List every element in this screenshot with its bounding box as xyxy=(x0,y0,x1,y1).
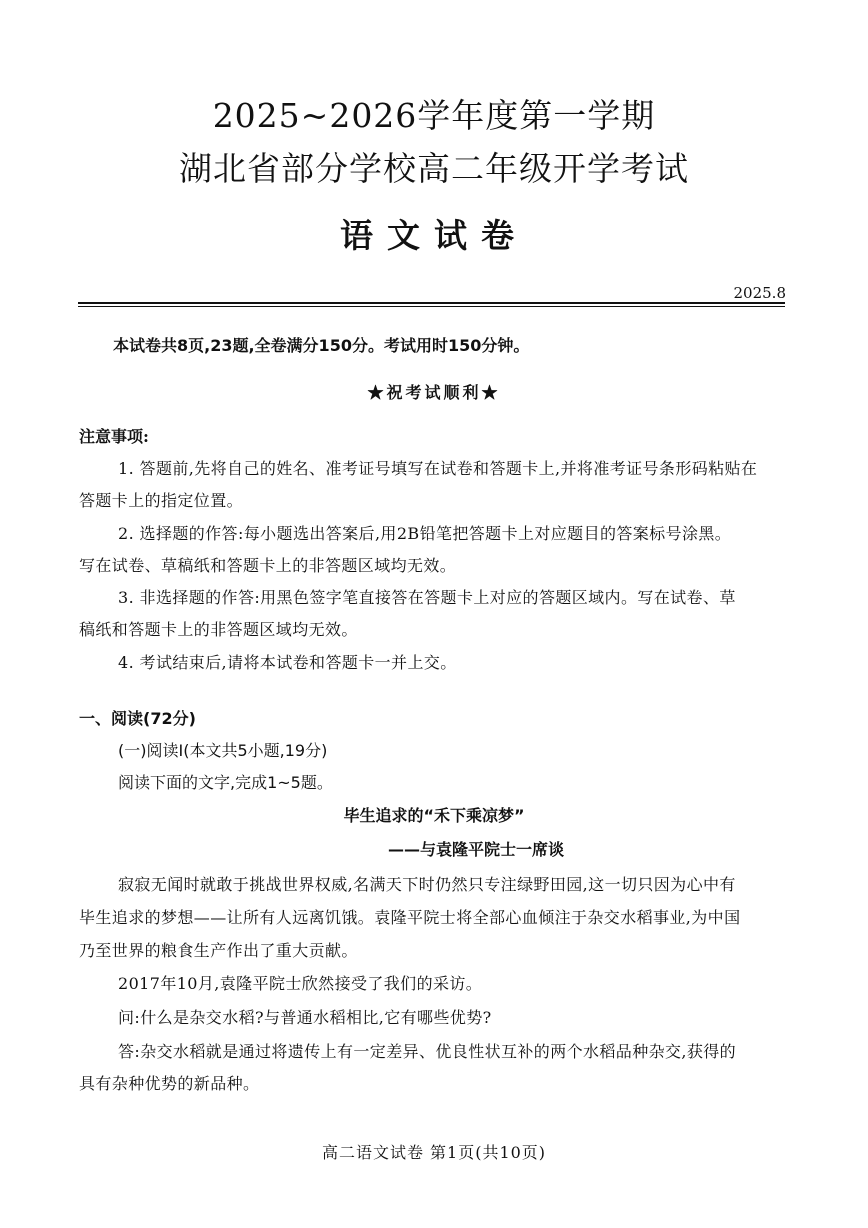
article-line: 具有杂种优势的新品种。 xyxy=(79,1074,260,1093)
exam-date: 2025.8 xyxy=(733,284,786,302)
good-luck-banner: ★祝考试顺利★ xyxy=(367,383,501,402)
page-footer: 高二语文试卷 第1页(共10页) xyxy=(321,1143,547,1162)
reading-instruction: 阅读下面的文字,完成1~5题。 xyxy=(118,773,333,792)
article-title: 毕生追求的“禾下乘凉梦” xyxy=(343,806,525,825)
article-line: 寂寂无闻时就敢于挑战世界权威,名满天下时仍然只专注绿野田园,这一切只因为心中有 xyxy=(118,875,736,894)
article-line: 乃至世界的粮食生产作出了重大贡献。 xyxy=(79,941,358,960)
article-line: 问:什么是杂交水稻?与普通水稻相比,它有哪些优势? xyxy=(118,1008,492,1027)
section-heading: 一、阅读(72分) xyxy=(79,709,196,728)
article-subtitle: ——与袁隆平院士一席谈 xyxy=(388,840,565,859)
article-line: 答:杂交水稻就是通过将遗传上有一定差异、优良性状互补的两个水稻品种杂交,获得的 xyxy=(118,1042,737,1061)
article-line: 2017年10月,袁隆平院士欣然接受了我们的采访。 xyxy=(118,974,483,993)
exam-title-school: 湖北省部分学校高二年级开学考试 xyxy=(179,149,689,188)
notice-line: 2. 选择题的作答:每小题选出答案后,用2B铅笔把答题卡上对应题目的答案标号涂黑。 xyxy=(118,524,732,543)
notice-line: 3. 非选择题的作答:用黑色签字笔直接答在答题卡上对应的答题区域内。写在试卷、草 xyxy=(118,588,736,607)
exam-title-term: 2025~2026学年度第一学期 xyxy=(212,96,656,135)
notice-line: 答题卡上的指定位置。 xyxy=(79,491,244,510)
section-sub-heading: (一)阅读Ⅰ(本文共5小题,19分) xyxy=(118,741,328,760)
exam-info: 本试卷共8页,23题,全卷满分150分。考试用时150分钟。 xyxy=(113,336,530,355)
notice-heading: 注意事项: xyxy=(79,427,149,446)
header-divider-thin xyxy=(78,306,785,307)
notice-line: 稿纸和答题卡上的非答题区域均无效。 xyxy=(79,620,358,639)
notice-line: 4. 考试结束后,请将本试卷和答题卡一并上交。 xyxy=(118,653,457,672)
article-line: 毕生追求的梦想——让所有人远离饥饿。袁隆平院士将全部心血倾注于杂交水稻事业,为中国 xyxy=(79,908,741,927)
header-divider-thick xyxy=(78,302,785,304)
notice-line: 1. 答题前,先将自己的姓名、准考证号填写在试卷和答题卡上,并将准考证号条形码粘贴在 xyxy=(118,459,758,478)
notice-line: 写在试卷、草稿纸和答题卡上的非答题区域均无效。 xyxy=(79,556,457,575)
exam-title-subject: 语文试卷 xyxy=(340,216,528,255)
